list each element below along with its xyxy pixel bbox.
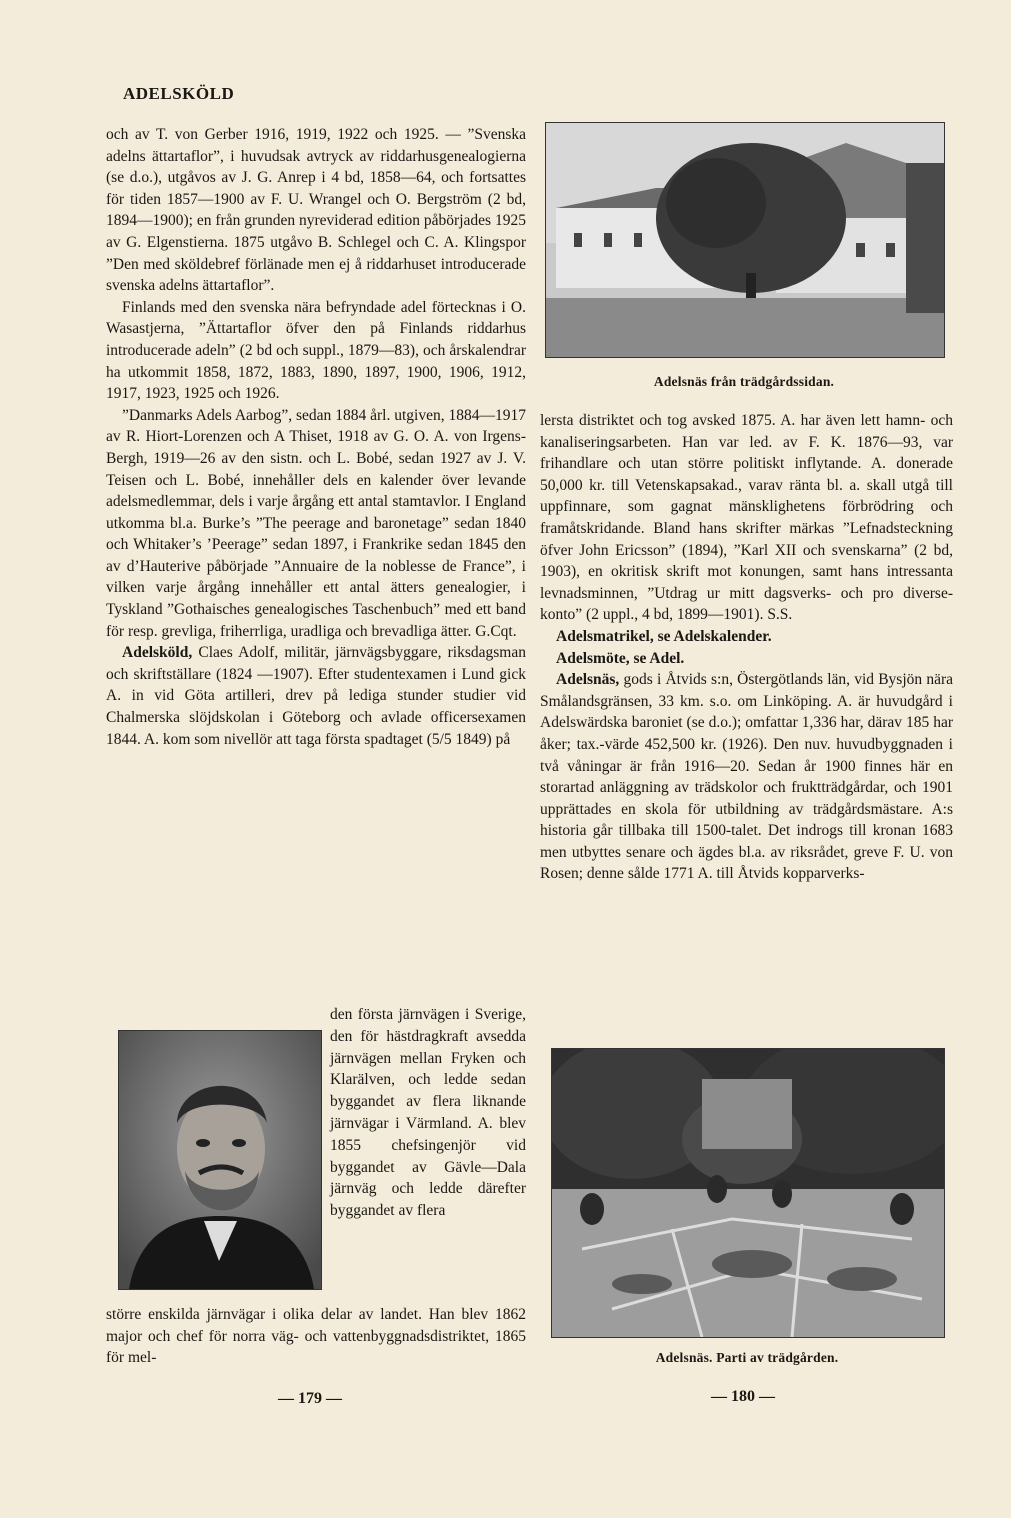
entry-adelskold [106, 642, 526, 750]
portrait-image [119, 1031, 321, 1289]
left-column [106, 124, 526, 750]
photo-adelsnas-garden-side [545, 122, 945, 358]
entry-adelskold-body: Claes Adolf, militär, järnvägsbyggare, riksdagsman och skriftställare (1824 —1907). Efter studentexamen i Lund gick A. in vid Göta artilleri, drev på lediga stunder studier vid Chalmerska slöjdskolan i Göteborg och avlade officersexamen 1844. A. kom som nivellör att taga första spadtaget (5/5 1849) på [106, 644, 526, 748]
entry-adelsnas-head: Adelsnäs, [556, 671, 620, 689]
paragraph-svenska-adelns: och av T. von Gerber 1916, 1919, 1922 och 1925. — ”Svenska adelns ättartaflor”, i huvudsak avtryck av riddarhusgenealogierna (se d.o.), utgåvos av J. G. Anrep i 4 bd, 1858—64, och fortsattes för tiden 1857—1900 av F. U. Wrangel och O. Bergström (2 bd, 1894—1900); en från grunden nyreviderad edition påbörjades 1925 av G. Elgenstierna. 1875 utgåvo B. Schlegel och C. A. Klingspor ”Den med sköldebref förlänade men ej å riddarhuset introducerade svenska adelns ättartaflor”. [106, 126, 526, 295]
photo-adelsnas-garden [551, 1048, 945, 1338]
paragraph-danmarks: ”Danmarks Adels Aarbog”, sedan 1884 årl. utgiven, 1884—1917 av R. Hiort-Lorenzen och A Thiset, 1918 av G. O. A. von Irgens-Bergh, 1919—26 av den sistn. och L. Bobé, sedan 1927 av J. V. Teisen och L. Bobé, innehåller dels en kalender över levande adelsmedlemmar, dels i varje årgång ett antal stamtavlor. I England utkomma bl.a. Burke’s ”The peerage and baronetage” sedan 1840 och Whitaker’s ’Peerage” sedan 1897, i Frankrike sedan 1845 den av d’Hauterive påbörjade ”Annuaire de la noblesse de France”, i vilken varje årgång innehåller ett antal ätters genealogier, i Tyskland ”Gothaisches genealogisches Taschenbuch” med ett band för resp. grevliga, friherrliga, uradliga och brevadliga ätter. G.Cqt. [106, 406, 526, 640]
portrait-adelskold [118, 1030, 322, 1290]
entry-adelskold-head: Adelsköld, [122, 644, 193, 662]
caption-photo-adelsnas: Adelsnäs från trädgårdssidan. [653, 374, 835, 389]
paragraph-adelskold-continued: lersta distriktet och tog avsked 1875. A. har även lett hamn- och kanaliseringsarbeten. Han var led. av F. K. 1876—93, var frihandlare och utan större politiskt inflytande. A. donerade 50,000 kr. till Vetenskapsakad., varav ränta bl. a. skall utgå till uppfinnare, som gagnat mänsklighetens förbrödring och framåtskridande. Bland hans skrifter märkas ”Lefnadsteckning öfver John Ericsson” (1894), ”Karl XII och svenskarna” (2 bd, 1903), en okritisk skrift mot konungen, samt hans intressanta levnadsminnen, ”Utdrag ur mitt dagsverks- och pro diverse-konto” (2 uppl., 4 bd, 1899—1901). S.S. [540, 412, 953, 624]
entry-adelsmote: Adelsmöte, se Adel. [556, 649, 685, 667]
caption-photo-garden: Adelsnäs. Parti av trädgården. [655, 1350, 839, 1365]
page-number-left: — 179 — [278, 1390, 342, 1407]
entry-adelsnas [540, 669, 953, 885]
text-beside-portrait: den första järnvägen i Sverige, den för hästdragkraft avsedda järnvägen mellan Fryken och Klarälven, och ledde sedan byggandet av flera liknande järnvägar i Värmland. A. blev 1855 chefsingenjör vid byggandet av Gävle—Dala järnväg och ledde därefter byggandet av flera [330, 1006, 526, 1220]
running-head: ADELSKÖLD [123, 84, 235, 103]
right-column [540, 410, 953, 885]
left-column-bottom [106, 1304, 526, 1369]
page-number-right: — 180 — [711, 1388, 775, 1405]
entry-adelsnas-body: gods i Åtvids s:n, Östergötlands län, vid Bysjön nära Smålandsgränsen, 33 km. s.o. om Linköping. A. är huvudgård i Adelswärdska baroniet (se d.o.); omfattar 1,336 har, därav 185 har åker; tax.-värde 452,500 kr. (1926). Den nuv. huvudbyggnaden i två våningar är från 1916—20. Sedan år 1900 finnes här en storartad anläggning av trädskolor och fruktträdgårdar, och 1901 upprättades en skola för utbildning av trädgårdsmästare. A:s historia går tillbaka till 1500-talet. Det indrogs till kronan 1683 men utbyttes senare och ägdes bl.a. av riksrådet, greve F. U. von Rosen; denne sålde 1771 A. till Åtvids kopparverks- [540, 671, 953, 883]
paragraph-finlands: Finlands med den svenska nära befryndade adel förtecknas i O. Wasastjerna, ”Ättartaflor öfver den på Finlands riddarhus introducerade adeln” (2 bd och suppl., 1879—83), och årskalendrar ha utkommit 1858, 1872, 1883, 1890, 1897, 1900, 1906, 1912, 1917, 1923, 1925 och 1926. [106, 298, 526, 403]
photo-adelsnas-image [546, 123, 944, 357]
entry-adelsmatrikel: Adelsmatrikel, se Adelskalender. [556, 627, 772, 645]
photo-garden-image [552, 1049, 944, 1337]
paragraph-bottom: större enskilda järnvägar i olika delar av landet. Han blev 1862 major och chef för norra väg- och vattenbyggnadsdistriktet, 1865 för mel- [106, 1306, 526, 1367]
